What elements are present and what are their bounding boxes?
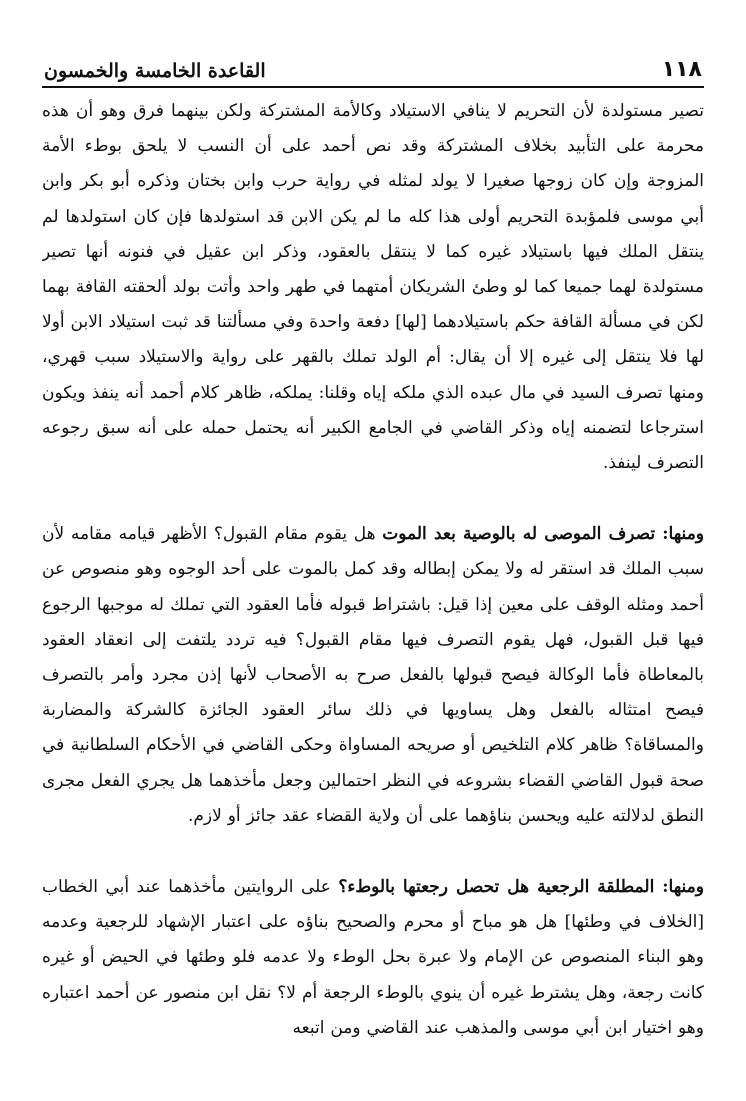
- paragraph-3: [42, 870, 704, 1046]
- paragraph-gap: [42, 481, 704, 517]
- page-number: ١١٨: [661, 57, 702, 82]
- paragraph-2-text: هل يقوم مقام القبول؟ الأظهر قيامه مقامه لأن سبب الملك قد استقر له ولا يمكن إبطاله وقد كمل بالموت على أحد الوجوه وهو منصوص عن أحمد ومثله الوقف على معين إذا قيل: باشتراط قبوله فأما العقود التي تملك له موجبها الرجوع فيها قبل القبول، فهل يقوم التصرف فيها مقام القبول؟ فيه تردد يلتفت إلى انعقاد العقود بالمعاطاة فأما الوكالة فيصح قبولها بالفعل صرح به الأصحاب لأنها إذن مجرد وأمر بالتصرف فيصح امتثاله بالفعل وهل يساويها في ذلك سائر العقود الجائزة كالشركة والمضاربة والمساقاة؟ ظاهر كلام التلخيص أو صريحه المساواة وحكى القاضي في الأحكام السلطانية في صحة قبول القاضي القضاء بشروعه في النظر احتمالين وجعل مأخذهما هل يجري الفعل مجرى النطق لدلالته عليه ويحسن بناؤهما على أن ولاية القضاء عقد جائز أو لازم.: [42, 524, 704, 826]
- paragraph-gap: [42, 834, 704, 870]
- running-title: القاعدة الخامسة والخمسون: [44, 60, 266, 82]
- paragraph-1: [42, 94, 704, 481]
- book-page: [42, 52, 704, 1082]
- paragraph-1-text: تصير مستولدة لأن التحريم لا ينافي الاستيلاد وكالأمة المشتركة ولكن بينهما فرق وهو أن هذه محرمة على التأبيد بخلاف المشتركة وقد نص أحمد على أن النسب لا يلحق بوطء الأمة المزوجة وإن كان زوجها صغيرا لا يولد لمثله في رواية حرب وابن بختان وذكره أبو بكر وابن أبي موسى فلمؤبدة التحريم أولى هذا كله ما لم يكن الابن قد استولدها فإن كان استولدها لم ينتقل الملك فيها باستيلاد غيره كما لا ينتقل بالعقود، وذكر ابن عقيل في فنونه أنها تصير مستولدة لهما جميعا كما لو وطئ الشريكان أمتهما في طهر واحد وأتت بولد ألحقته القافة بهما لكن في مسألة القافة حكم باستيلادهما [لها] دفعة واحدة وفي مسألتنا قد ثبت استيلاد الابن أولا لها فلا ينتقل إلى غيره إلا أن يقال: أم الولد تملك بالقهر على رواية والاستيلاد سبب قهري، ومنها تصرف السيد في مال عبده الذي ملكه إياه وقلنا: يملكه، ظاهر كلام أحمد أنه ينفذ ويكون استرجاعا لتضمنه إياه وذكر القاضي في الجامع الكبير أنه يحتمل حمله على أنه سبق رجوعه التصرف لينفذ.: [42, 101, 704, 474]
- paragraph-3-text: على الروايتين مأخذهما عند أبي الخطاب [الخلاف في وطئها] هل هو مباح أو محرم والصحيح بناؤه على اعتبار الإشهاد للرجعية وعدمه وهو البناء المنصوص عن الإمام ولا عبرة بحل الوطء ولا عدمه فلو وطئها في الحيض أو غيره كانت رجعة، وهل يشترط غيره أن ينوي بالوطء الرجعة أم لا؟ نقل ابن منصور عن أحمد اعتباره وهو اختيار ابن أبي موسى والمذهب عند القاضي ومن اتبعه: [42, 877, 704, 1038]
- page-body: [42, 94, 704, 1046]
- paragraph-2: [42, 517, 704, 834]
- paragraph-2-lead: ومنها: تصرف الموصى له بالوصية بعد الموت: [382, 524, 704, 545]
- paragraph-3-lead: ومنها: المطلقة الرجعية هل تحصل رجعتها بالوطء؟: [338, 877, 704, 898]
- page-header: [42, 52, 704, 88]
